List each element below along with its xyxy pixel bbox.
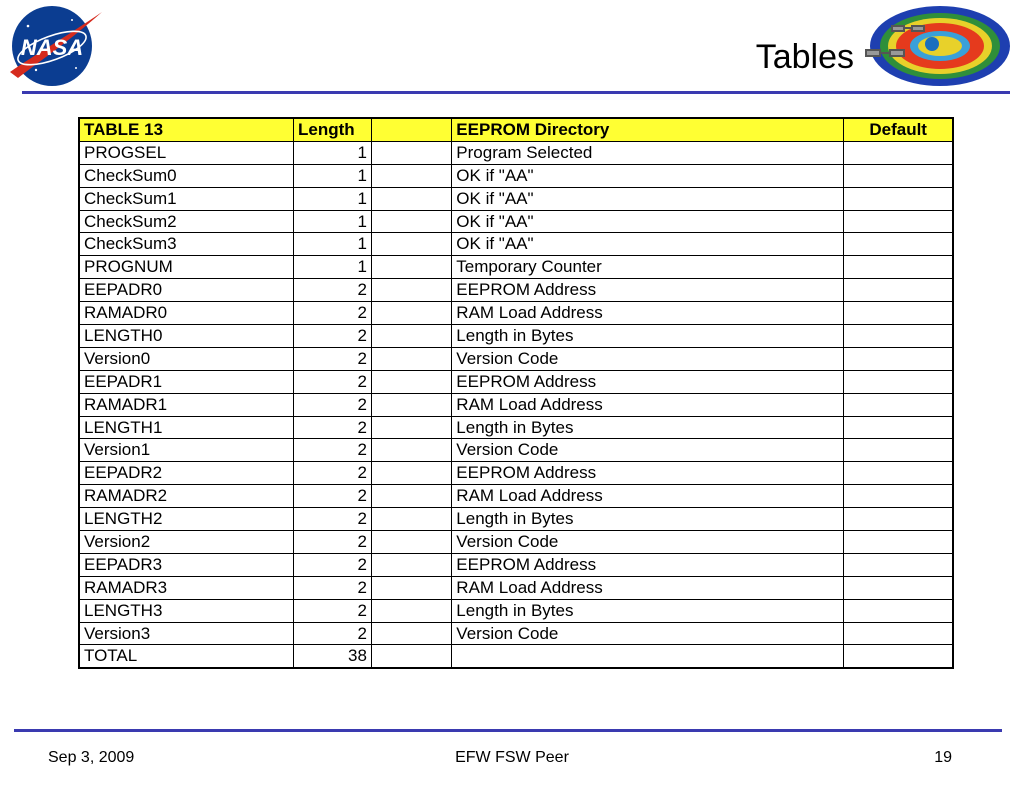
- cell-length: 1: [294, 210, 372, 233]
- cell-blank: [371, 416, 451, 439]
- cell-name: LENGTH2: [79, 508, 294, 531]
- footer-date: Sep 3, 2009: [48, 749, 135, 766]
- cell-blank: [371, 370, 451, 393]
- cell-directory: Program Selected: [452, 141, 844, 164]
- header-cell-directory: EEPROM Directory: [452, 118, 844, 141]
- cell-directory: Length in Bytes: [452, 508, 844, 531]
- cell-blank: [371, 485, 451, 508]
- cell-length: 2: [294, 576, 372, 599]
- cell-name: Version2: [79, 531, 294, 554]
- cell-length: 1: [294, 164, 372, 187]
- cell-directory: Version Code: [452, 622, 844, 645]
- cell-blank: [371, 622, 451, 645]
- cell-directory: EEPROM Address: [452, 553, 844, 576]
- cell-default: [844, 645, 953, 668]
- cell-blank: [371, 576, 451, 599]
- cell-blank: [371, 347, 451, 370]
- cell-default: [844, 370, 953, 393]
- cell-blank: [371, 233, 451, 256]
- cell-name: CheckSum0: [79, 164, 294, 187]
- cell-directory: RAM Load Address: [452, 302, 844, 325]
- table-row: [79, 233, 953, 256]
- table-row: [79, 622, 953, 645]
- header-cell-name: TABLE 13: [79, 118, 294, 141]
- table-row: [79, 302, 953, 325]
- table-row: [79, 187, 953, 210]
- nasa-logo-text: NASA: [20, 35, 84, 60]
- cell-blank: [371, 553, 451, 576]
- header-divider: [22, 91, 1010, 94]
- cell-directory: OK if "AA": [452, 164, 844, 187]
- cell-default: [844, 393, 953, 416]
- cell-directory: RAM Load Address: [452, 576, 844, 599]
- footer-page-number: 19: [934, 749, 952, 766]
- table-row: [79, 508, 953, 531]
- cell-blank: [371, 462, 451, 485]
- cell-name: CheckSum3: [79, 233, 294, 256]
- cell-blank: [371, 256, 451, 279]
- cell-blank: [371, 393, 451, 416]
- cell-default: [844, 141, 953, 164]
- cell-directory: RAM Load Address: [452, 393, 844, 416]
- cell-name: EEPADR2: [79, 462, 294, 485]
- cell-blank: [371, 164, 451, 187]
- cell-blank: [371, 325, 451, 348]
- cell-directory: Length in Bytes: [452, 599, 844, 622]
- cell-directory: OK if "AA": [452, 187, 844, 210]
- cell-blank: [371, 531, 451, 554]
- cell-name: LENGTH3: [79, 599, 294, 622]
- cell-length: 2: [294, 508, 372, 531]
- cell-blank: [371, 599, 451, 622]
- cell-blank: [371, 141, 451, 164]
- cell-length: 2: [294, 279, 372, 302]
- cell-length: 2: [294, 325, 372, 348]
- table-row: [79, 599, 953, 622]
- cell-directory: Version Code: [452, 531, 844, 554]
- eeprom-directory-table: [78, 117, 954, 669]
- table-row: [79, 576, 953, 599]
- cell-blank: [371, 187, 451, 210]
- cell-length: 2: [294, 599, 372, 622]
- cell-name: EEPADR1: [79, 370, 294, 393]
- cell-default: [844, 576, 953, 599]
- cell-name: Version0: [79, 347, 294, 370]
- table-row: [79, 325, 953, 348]
- cell-directory: OK if "AA": [452, 210, 844, 233]
- cell-default: [844, 622, 953, 645]
- cell-directory: EEPROM Address: [452, 279, 844, 302]
- cell-blank: [371, 210, 451, 233]
- table-row: [79, 210, 953, 233]
- cell-default: [844, 439, 953, 462]
- cell-length: 1: [294, 141, 372, 164]
- footer-center-text: EFW FSW Peer: [455, 749, 569, 766]
- cell-name: RAMADR0: [79, 302, 294, 325]
- table-row: [79, 347, 953, 370]
- cell-name: LENGTH0: [79, 325, 294, 348]
- footer-divider: [14, 729, 1002, 732]
- cell-default: [844, 302, 953, 325]
- cell-length: 2: [294, 462, 372, 485]
- cell-default: [844, 531, 953, 554]
- cell-default: [844, 187, 953, 210]
- cell-default: [844, 325, 953, 348]
- cell-name: CheckSum2: [79, 210, 294, 233]
- table-row: [79, 645, 953, 668]
- cell-default: [844, 462, 953, 485]
- cell-name: EEPADR0: [79, 279, 294, 302]
- cell-directory: OK if "AA": [452, 233, 844, 256]
- cell-length: 2: [294, 302, 372, 325]
- cell-name: RAMADR3: [79, 576, 294, 599]
- cell-name: RAMADR2: [79, 485, 294, 508]
- cell-blank: [371, 508, 451, 531]
- cell-blank: [371, 279, 451, 302]
- cell-default: [844, 164, 953, 187]
- cell-directory: RAM Load Address: [452, 485, 844, 508]
- cell-default: [844, 553, 953, 576]
- cell-blank: [371, 439, 451, 462]
- cell-length: 2: [294, 622, 372, 645]
- cell-length: 2: [294, 393, 372, 416]
- cell-name: LENGTH1: [79, 416, 294, 439]
- cell-length: 2: [294, 370, 372, 393]
- cell-directory: [452, 645, 844, 668]
- page-title: Tables: [755, 38, 854, 76]
- table-row: [79, 164, 953, 187]
- table-row: [79, 531, 953, 554]
- cell-length: 2: [294, 347, 372, 370]
- table-row: [79, 416, 953, 439]
- nasa-logo: [6, 2, 104, 88]
- cell-default: [844, 279, 953, 302]
- header-cell-default: Default: [844, 118, 953, 141]
- table-header-row: [79, 118, 953, 141]
- cell-directory: EEPROM Address: [452, 370, 844, 393]
- table-row: [79, 279, 953, 302]
- cell-name: RAMADR1: [79, 393, 294, 416]
- cell-name: Version1: [79, 439, 294, 462]
- cell-default: [844, 485, 953, 508]
- cell-directory: Version Code: [452, 347, 844, 370]
- cell-default: [844, 256, 953, 279]
- cell-blank: [371, 302, 451, 325]
- cell-length: 38: [294, 645, 372, 668]
- cell-name: PROGSEL: [79, 141, 294, 164]
- cell-length: 2: [294, 416, 372, 439]
- table-row: [79, 393, 953, 416]
- cell-directory: Version Code: [452, 439, 844, 462]
- table-row: [79, 485, 953, 508]
- cell-default: [844, 599, 953, 622]
- cell-length: 1: [294, 233, 372, 256]
- table-row: [79, 256, 953, 279]
- table-row: [79, 439, 953, 462]
- cell-name: PROGNUM: [79, 256, 294, 279]
- cell-directory: Length in Bytes: [452, 325, 844, 348]
- cell-name: EEPADR3: [79, 553, 294, 576]
- cell-directory: Temporary Counter: [452, 256, 844, 279]
- table-row: [79, 462, 953, 485]
- cell-length: 2: [294, 439, 372, 462]
- cell-directory: EEPROM Address: [452, 462, 844, 485]
- table-row: [79, 553, 953, 576]
- cell-name: CheckSum1: [79, 187, 294, 210]
- cell-directory: Length in Bytes: [452, 416, 844, 439]
- table-row: [79, 370, 953, 393]
- cell-length: 2: [294, 553, 372, 576]
- cell-default: [844, 210, 953, 233]
- cell-length: 2: [294, 531, 372, 554]
- cell-default: [844, 508, 953, 531]
- cell-name: Version3: [79, 622, 294, 645]
- header-cell-length: Length: [294, 118, 372, 141]
- cell-length: 2: [294, 485, 372, 508]
- radiation-belts-image: [862, 2, 1012, 90]
- table-row: [79, 141, 953, 164]
- cell-name: TOTAL: [79, 645, 294, 668]
- cell-default: [844, 347, 953, 370]
- cell-default: [844, 233, 953, 256]
- header-cell-blank: [371, 118, 451, 141]
- cell-length: 1: [294, 256, 372, 279]
- cell-default: [844, 416, 953, 439]
- cell-length: 1: [294, 187, 372, 210]
- cell-blank: [371, 645, 451, 668]
